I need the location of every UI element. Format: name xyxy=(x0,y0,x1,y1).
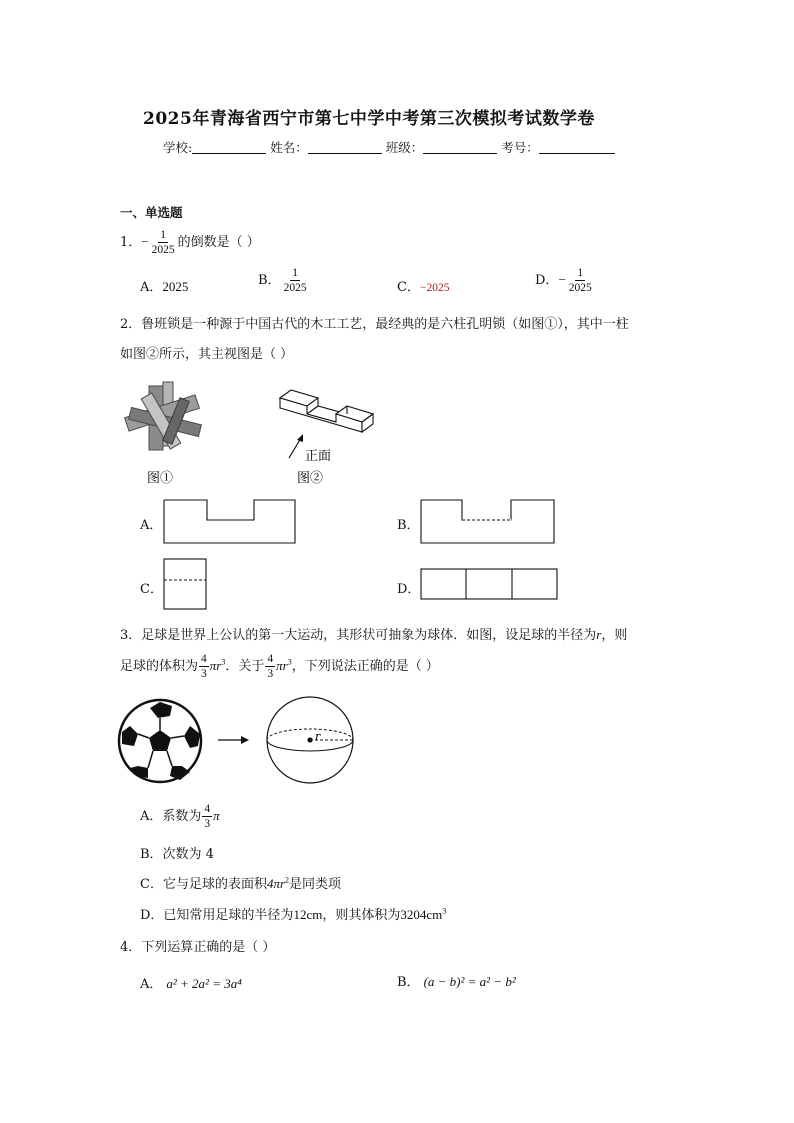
q3-option-a[interactable] xyxy=(140,802,220,831)
exam-no-blank xyxy=(539,140,615,154)
q2-option-d-figure[interactable] xyxy=(419,567,559,601)
q1-option-b[interactable] xyxy=(258,266,310,295)
q3-line1-end: ，则 xyxy=(601,628,628,643)
q4-b-label: B． xyxy=(397,975,420,990)
q3-frac2-numerator: 4 xyxy=(267,653,274,665)
q3-line2-about: ．关于 xyxy=(225,659,265,674)
q3-line1-text: 3．足球是世界上公认的第一大运动，其形状可抽象为球体．如图，设足球的半径为 xyxy=(120,628,597,643)
q1-option-c[interactable] xyxy=(397,276,449,295)
q4-stem: 4．下列运算正确的是（ ） xyxy=(120,940,276,955)
q1-b-fraction xyxy=(282,266,309,295)
q4-option-a[interactable] xyxy=(140,973,242,992)
q2-option-b[interactable] xyxy=(397,514,420,533)
q3-a-fraction xyxy=(202,802,212,831)
exam-title: 2025年青海省西宁市第七中学中考第三次模拟考试数学卷 xyxy=(143,109,595,129)
class-blank xyxy=(423,140,497,154)
q2-line-1: 2．鲁班锁是一种源于中国古代的木工工艺，最经典的是六柱孔明锁（如图①），其中一柱 xyxy=(120,317,629,332)
q3-figures xyxy=(116,696,366,786)
q3-pi-r-2: πr xyxy=(276,658,288,673)
q3-line2-text: 足球的体积为 xyxy=(120,659,199,674)
q1-d-fraction xyxy=(567,266,594,295)
q1-d-numerator: 1 xyxy=(577,267,584,279)
q3-line2-end: ，下列说法正确的是（ ） xyxy=(291,659,439,674)
q1-b-label: B． xyxy=(258,273,281,288)
q2-line-2: 如图②所示，其主视图是（ ） xyxy=(120,347,294,362)
q2-option-c[interactable] xyxy=(140,578,163,597)
q3-c-text: C．它与足球的表面积 xyxy=(140,877,267,892)
q1-d-denominator: 2025 xyxy=(568,282,592,294)
q3-option-d[interactable]: D．已知常用足球的半径为12cm，则其体积为$3204cm^3$ xyxy=(140,906,447,923)
sphere-radius-label: r xyxy=(315,730,321,743)
q1-minus: − xyxy=(141,234,149,249)
sphere-diagram xyxy=(267,697,353,783)
arrow-head-icon xyxy=(241,736,249,744)
q1-option-a[interactable] xyxy=(140,276,188,295)
q3-radius-symbol: r xyxy=(596,627,602,642)
q2-c-label: C． xyxy=(140,582,163,597)
q3-a-text: A．系数为 xyxy=(140,809,202,824)
q1-text: 的倒数是（ ） xyxy=(177,235,260,250)
q3-d-text-mid: ，则其体积为 xyxy=(322,908,401,923)
q1-d-minus: − xyxy=(558,272,566,287)
q4-option-b[interactable] xyxy=(397,971,516,990)
q3-a-denominator: 3 xyxy=(204,818,211,830)
q3-option-c[interactable]: C．它与足球的表面积$4\pi r^2$是同类项 xyxy=(140,875,342,892)
q2-d-label: D． xyxy=(397,582,421,597)
q3-volume-fraction xyxy=(199,652,209,681)
q1-a-value: 2025 xyxy=(162,279,189,294)
q1-fraction xyxy=(150,228,177,257)
section-heading: 一、单选题 xyxy=(120,205,183,220)
front-arrow-head xyxy=(297,434,303,442)
q2-option-d[interactable] xyxy=(397,578,420,597)
student-info-line xyxy=(163,138,615,156)
front-label: 正面 xyxy=(305,449,332,464)
q4-a-label: A． xyxy=(140,977,163,992)
name-label: 姓名： xyxy=(270,140,308,155)
name-blank xyxy=(308,140,382,154)
q3-line-1 xyxy=(120,624,627,643)
q3-frac-denominator: 3 xyxy=(201,668,207,680)
column-figure xyxy=(280,390,373,432)
q1-option-d[interactable] xyxy=(535,266,595,295)
q1-d-label: D． xyxy=(535,273,559,288)
class-label: 班级： xyxy=(385,140,424,155)
q2-figures xyxy=(115,372,405,492)
fig2-caption: 图② xyxy=(297,471,324,486)
q1-frac-denominator: 2025 xyxy=(151,244,175,256)
q3-d-volume: 3204cm xyxy=(400,907,443,922)
school-blank xyxy=(192,140,266,154)
fig1-caption: 图① xyxy=(147,471,174,486)
q2-b-label: B． xyxy=(397,518,420,533)
q1-b-denominator: 2025 xyxy=(283,282,307,294)
q3-d-radius: 12cm xyxy=(293,907,323,922)
q3-c-expression: 4πr xyxy=(266,876,286,891)
q3-option-b[interactable]: B．次数为 4 xyxy=(140,847,214,862)
q3-a-pi: π xyxy=(213,808,220,823)
q2-option-a-figure[interactable] xyxy=(162,498,298,546)
soccer-ball-image xyxy=(119,700,201,782)
q2-option-c-figure[interactable] xyxy=(162,557,208,611)
q2-a-label: A． xyxy=(140,518,163,533)
q1-a-label: A． xyxy=(140,280,163,295)
front-arrow xyxy=(289,438,301,458)
q3-volume-fraction-2 xyxy=(265,652,275,681)
q2-option-b-figure[interactable] xyxy=(419,498,557,546)
q3-pi-r: πr xyxy=(209,658,222,673)
q3-line-2: 足球的体积为 $\frac{4}{3}$ $\pi r^3$．关于 $\frac{4}{3}$ $\pi r^3$，下列说法正确的是（ ） xyxy=(120,653,439,680)
q3-c-text-end: 是同类项 xyxy=(289,877,342,892)
q3-a-numerator: 4 xyxy=(204,803,211,815)
q4-b-expression: (a − b)² = a² − b² xyxy=(423,974,516,989)
q1-number: 1． xyxy=(120,235,142,250)
luban-lock-image xyxy=(125,382,202,450)
school-label: 学校: xyxy=(163,140,193,155)
q3-d-text: D．已知常用足球的半径为 xyxy=(140,908,294,923)
q3-frac-numerator: 4 xyxy=(201,653,207,665)
q2-option-a[interactable] xyxy=(140,514,162,533)
question-1 xyxy=(120,228,260,257)
q3-frac2-denominator: 3 xyxy=(267,668,274,680)
q1-c-label: C． xyxy=(397,280,420,295)
q4-a-expression: a² + 2a² = 3a⁴ xyxy=(166,976,242,991)
q1-frac-numerator: 1 xyxy=(160,229,166,241)
exam-no-label: 考号： xyxy=(501,140,539,155)
q1-b-numerator: 1 xyxy=(292,267,298,279)
q1-c-value: −2025 xyxy=(419,282,450,294)
